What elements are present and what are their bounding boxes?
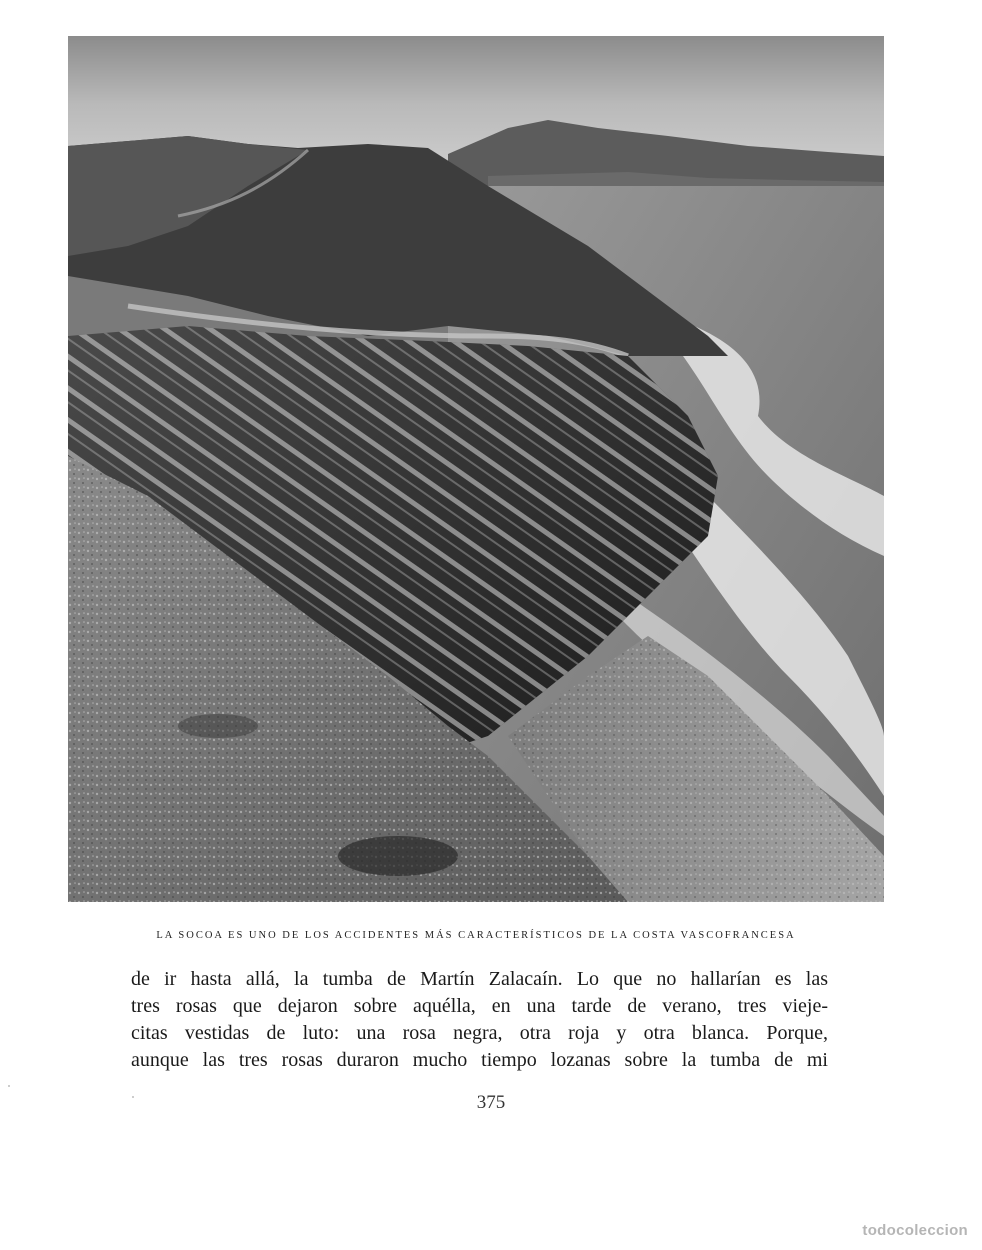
photo-illustration: [68, 36, 884, 902]
text-line: aunque las tres rosas duraron mucho tiempo lozanas sobre la tumba de mi: [131, 1049, 828, 1071]
watermark-logo: todocoleccion: [862, 1222, 968, 1239]
photo-caption: LA SOCOA ES UNO DE LOS ACCIDENTES MÁS CARACTERÍSTICOS DE LA COSTA VASCOFRANCESA: [156, 930, 796, 941]
text-line: citas vestidas de luto: una rosa negra, otra roja y otra blanca. Porque,: [131, 1022, 828, 1044]
scan-speck: [132, 1096, 134, 1098]
body-paragraph: [131, 966, 828, 1074]
text-line: de ir hasta allá, la tumba de Martín Zalacaín. Lo que no hallarían es las: [131, 968, 828, 990]
text-line: tres rosas que dejaron sobre aquélla, en una tarde de verano, tres vieje-: [131, 995, 828, 1017]
page-number: 375: [476, 1092, 506, 1113]
coastal-cliff-photo: [68, 36, 884, 902]
scan-speck: [8, 1085, 10, 1087]
